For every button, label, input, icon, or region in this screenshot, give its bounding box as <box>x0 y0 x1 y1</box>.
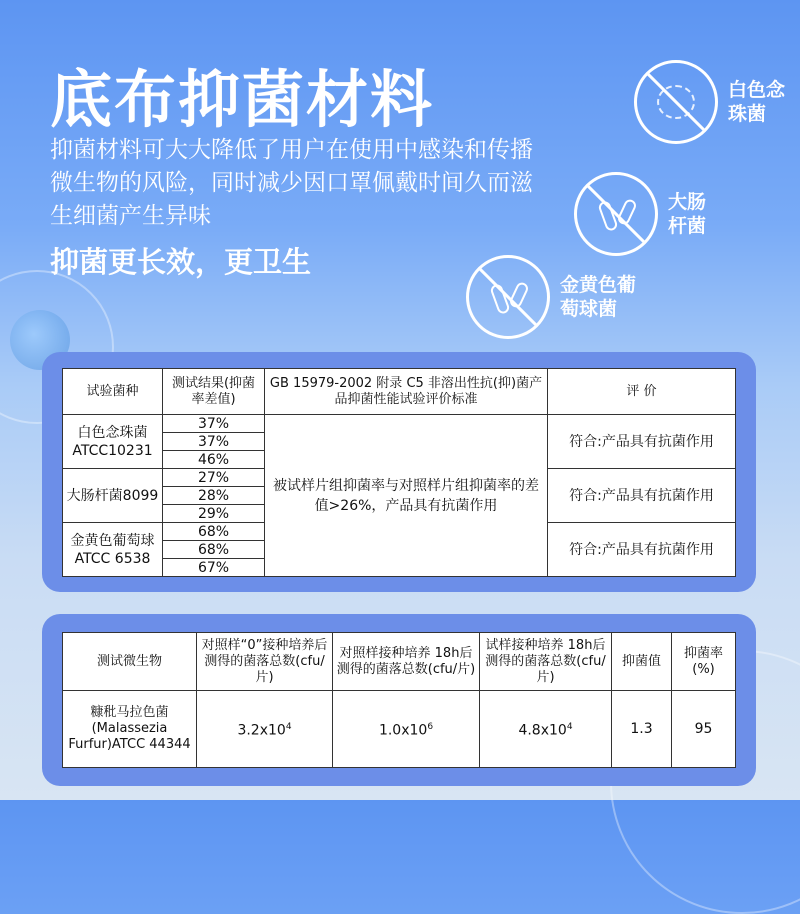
antibacterial-evaluation-table <box>62 368 736 577</box>
standard-text: 被试样片组抑菌率与对照样片组抑菌率的差值>26%，产品具有抗菌作用 <box>265 415 548 577</box>
strain-name: 金黄色葡萄球ATCC 6538 <box>63 523 163 577</box>
result-value: 27% <box>163 469 265 487</box>
badge-ecoli <box>574 172 714 256</box>
no-candida-icon <box>634 60 718 144</box>
result-value: 37% <box>163 433 265 451</box>
badge-label: 白色念珠菌 <box>728 79 786 125</box>
header-control-0h: 对照样“0”接种培养后测得的菌落总数(cfu/片) <box>197 633 333 691</box>
result-value: 67% <box>163 559 265 577</box>
badge-label: 金黄色葡萄球菌 <box>560 274 637 320</box>
evaluation-text: 符合:产品具有抗菌作用 <box>548 415 736 469</box>
header-control-18h: 对照样接种培养 18h后测得的菌落总数(cfu/片) <box>333 633 480 691</box>
inhibition-rate: 95 <box>672 691 736 768</box>
test-panel-1 <box>42 352 756 592</box>
page-title: 底布抑菌材料 <box>50 63 435 136</box>
evaluation-text: 符合:产品具有抗菌作用 <box>548 523 736 577</box>
evaluation-text: 符合:产品具有抗菌作用 <box>548 469 736 523</box>
inhibition-value-table <box>62 632 736 768</box>
header-standard: GB 15979-2002 附录 C5 非溶出性抗(抑)菌产品抑菌性能试验评价标准 <box>265 369 548 415</box>
subtitle: 抑菌更长效，更卫生 <box>50 245 312 279</box>
header-evaluation: 评 价 <box>548 369 736 415</box>
result-value: 29% <box>163 505 265 523</box>
header-sample-18h: 试样接种培养 18h后测得的菌落总数(cfu/片) <box>480 633 612 691</box>
no-ecoli-icon <box>574 172 658 256</box>
description-text: 抑菌材料可大大降低了用户在使用中感染和传播微生物的风险，同时减少因口罩佩戴时间久而滋生细菌产生异味 <box>50 137 533 229</box>
result-value: 37% <box>163 415 265 433</box>
badge-candida <box>634 60 794 144</box>
sample-18h-count: $4.8x10^4$ <box>480 691 612 768</box>
header-result: 测试结果(抑菌率差值) <box>163 369 265 415</box>
badge-staph <box>466 255 644 339</box>
header-microbe: 测试微生物 <box>63 633 197 691</box>
strain-name: 白色念珠菌ATCC10231 <box>63 415 163 469</box>
result-value: 28% <box>163 487 265 505</box>
header-value: 抑菌值 <box>612 633 672 691</box>
no-staph-icon <box>466 255 550 339</box>
header-strain: 试验菌种 <box>63 369 163 415</box>
header-rate: 抑菌率(%) <box>672 633 736 691</box>
microbe-name: 糠秕马拉色菌(Malassezia Furfur)ATCC 44344 <box>63 691 197 768</box>
control-0h-count: $3.2x10^4$ <box>197 691 333 768</box>
strain-name: 大肠杆菌8099 <box>63 469 163 523</box>
result-value: 68% <box>163 523 265 541</box>
result-value: 46% <box>163 451 265 469</box>
badge-label: 大肠杆菌 <box>668 191 707 237</box>
result-value: 68% <box>163 541 265 559</box>
control-18h-count: $1.0x10^6$ <box>333 691 480 768</box>
inhibition-value: 1.3 <box>612 691 672 768</box>
test-panel-2 <box>42 614 756 786</box>
